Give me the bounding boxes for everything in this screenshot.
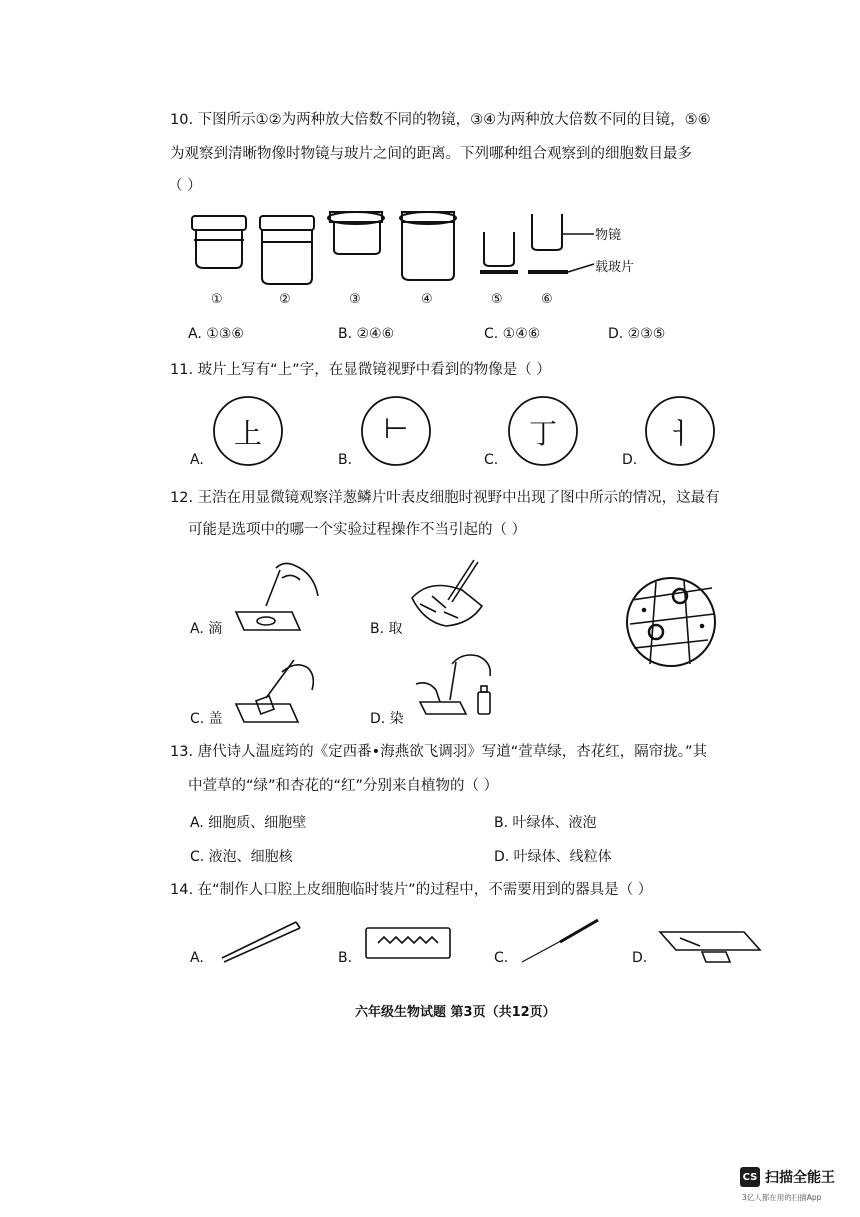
q11-option-a[interactable]: A. — [190, 452, 204, 468]
slide-and-coverslip-icon — [660, 932, 760, 962]
q14-option-d[interactable]: D. — [632, 950, 648, 966]
camscanner-logo-icon: CS — [740, 1167, 760, 1187]
view-glyph-a: 上 — [233, 417, 262, 450]
watermark-subtitle: 3亿人都在用的扫描App — [742, 1193, 822, 1202]
dissecting-needle-icon — [522, 920, 598, 962]
q10-option-d[interactable]: D. ②③⑤ — [608, 326, 666, 342]
q10-option-b[interactable]: B. ②④⑥ — [338, 326, 395, 342]
q10-line2: 为观察到清晰物像时物镜与玻片之间的距离。下列哪种组合观察到的细胞数目最多 — [170, 146, 692, 162]
tweezers-icon — [222, 922, 300, 962]
q13-option-c[interactable]: C. 液泡、细胞核 — [190, 849, 293, 865]
q13-option-d[interactable]: D. 叶绿体、线粒体 — [494, 849, 612, 865]
q12-line2: 可能是选项中的哪一个实验过程操作不当引起的（ ） — [188, 522, 527, 538]
q14-option-b[interactable]: B. — [338, 950, 353, 966]
slide-callout: 载玻片 — [595, 260, 635, 275]
diagram-label-2: ② — [279, 292, 291, 307]
q10-answer-paren: （ ） — [168, 178, 202, 194]
q11-text: 11. 玻片上写有“上”字，在显微镜视野中看到的物像是（ ） — [170, 362, 551, 378]
diagram-label-3: ③ — [349, 292, 361, 307]
diagram-label-1: ① — [211, 292, 223, 307]
q14-option-c[interactable]: C. — [494, 950, 509, 966]
q13-line1: 13. 唐代诗人温庭筠的《定西番•海燕欲飞调羽》写道“萱草绿，杏花红，隔帘拢。”其 — [170, 744, 707, 760]
q14-option-a[interactable]: A. — [190, 950, 204, 966]
q13-option-b[interactable]: B. 叶绿体、液泡 — [494, 815, 597, 831]
scanner-watermark — [740, 1167, 835, 1187]
razor-blade-icon — [366, 928, 450, 958]
diagram-label-4: ④ — [421, 292, 433, 307]
watermark-title: 扫描全能王 — [765, 1170, 835, 1186]
view-glyph-b: ⊢ — [383, 412, 409, 445]
diagram-label-5: ⑤ — [491, 292, 503, 307]
q12-option-a[interactable]: A. 滴 — [190, 621, 223, 637]
q11-option-b[interactable]: B. — [338, 452, 353, 468]
q14-text: 14. 在“制作人口腔上皮细胞临时装片”的过程中，不需要用到的器具是（ ） — [170, 882, 653, 898]
q13-option-a[interactable]: A. 细胞质、细胞壁 — [190, 815, 307, 831]
view-glyph-d: ㅓ — [666, 417, 694, 450]
view-glyph-c: 丁 — [528, 417, 557, 450]
objective-callout: 物镜 — [595, 228, 622, 243]
page-footer: 六年级生物试题 第3页（共12页） — [355, 1005, 556, 1020]
q12-option-d[interactable]: D. 染 — [370, 711, 404, 727]
q12-option-b[interactable]: B. 取 — [370, 621, 403, 637]
q10-option-a[interactable]: A. ①③⑥ — [188, 326, 244, 342]
q12-option-c[interactable]: C. 盖 — [190, 711, 223, 727]
q10-option-c[interactable]: C. ①④⑥ — [484, 326, 541, 342]
q12-line1: 12. 王浩在用显微镜观察洋葱鳞片叶表皮细胞时视野中出现了图中所示的情况，这最有 — [170, 490, 720, 506]
q11-option-d[interactable]: D. — [622, 452, 638, 468]
q11-option-c[interactable]: C. — [484, 452, 499, 468]
q13-line2: 中萱草的“绿”和杏花的“红”分别来自植物的（ ） — [188, 778, 499, 794]
q10-line1: 10. 下图所示①②为两种放大倍数不同的物镜，③④为两种放大倍数不同的目镜，⑤⑥ — [170, 112, 711, 128]
diagram-label-6: ⑥ — [541, 292, 553, 307]
